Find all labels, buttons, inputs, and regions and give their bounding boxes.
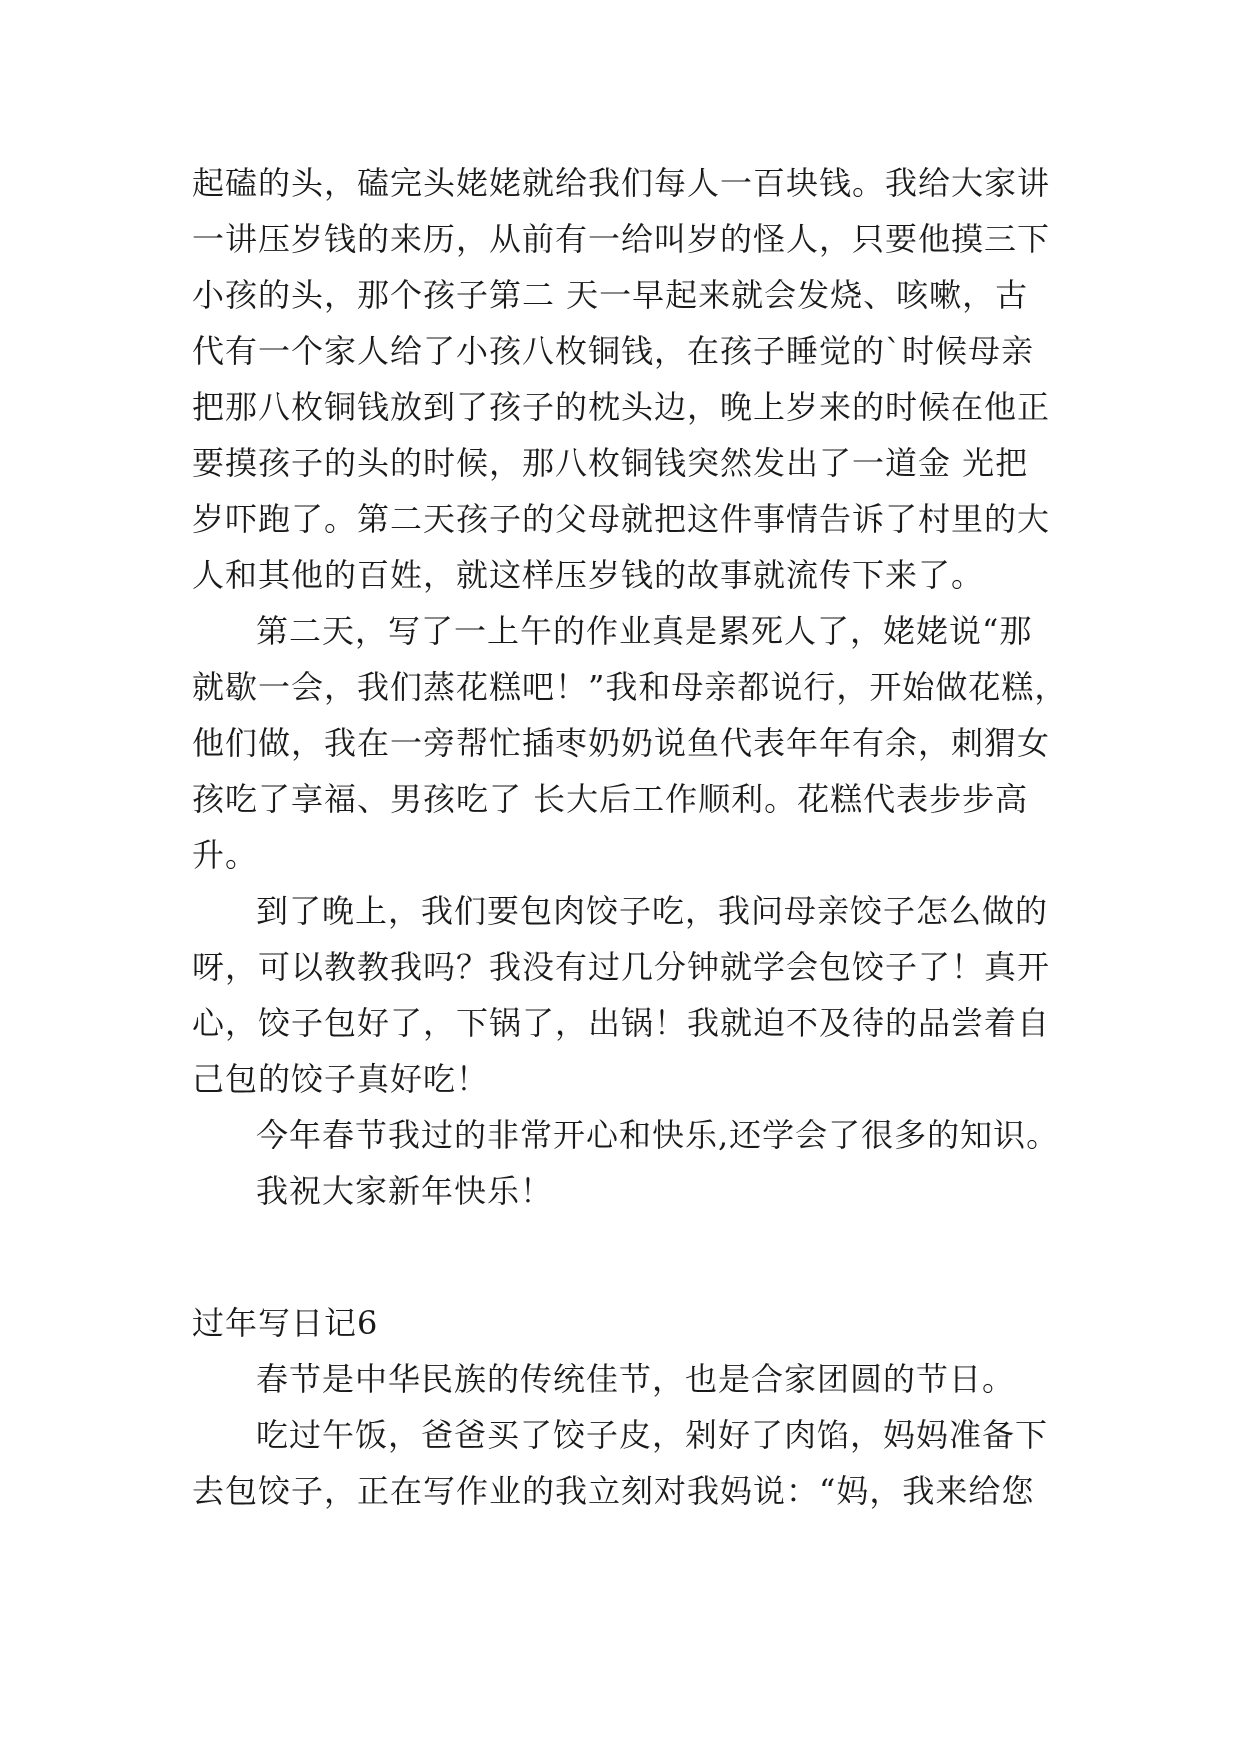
paragraph-7	[192, 1407, 1072, 1519]
text-line: 心，饺子包好了，下锅了，出锅！我就迫不及待的品尝着自	[192, 1004, 1051, 1042]
paragraph-4	[192, 1107, 1072, 1163]
text-line: 代有一个家人给了小孩八枚铜钱，在孩子睡觉的`时候母亲	[192, 332, 1035, 370]
paragraph-1	[192, 155, 1072, 603]
text-line: 今年春节我过的非常开心和快乐,还学会了很多的知识。	[256, 1116, 1060, 1154]
text-line: 就歇一会，我们蒸花糕吧！”我和母亲都说行，开始做花糕，	[192, 668, 1068, 706]
section-gap	[192, 1219, 1072, 1295]
section-heading: 过年写日记6	[192, 1304, 379, 1342]
text-line: 升。	[192, 836, 259, 874]
paragraph-2	[192, 603, 1072, 883]
text-line: 他们做，我在一旁帮忙插枣奶奶说鱼代表年年有余，刺猬女	[192, 724, 1051, 762]
paragraph-5	[192, 1163, 1072, 1219]
text-line: 到了晚上，我们要包肉饺子吃，我问母亲饺子怎么做的	[256, 892, 1049, 930]
text-line: 呀，可以教教我吗？我没有过几分钟就学会包饺子了！真开	[192, 948, 1051, 986]
text-line: 起磕的头，磕完头姥姥就给我们每人一百块钱。我给大家讲	[192, 164, 1051, 202]
text-line: 孩吃了享福、男孩吃了 长大后工作顺利。花糕代表步步高	[192, 780, 1029, 818]
paragraph-6	[192, 1351, 1072, 1407]
text-line: 吃过午饭，爸爸买了饺子皮，剁好了肉馅，妈妈准备下	[256, 1416, 1049, 1454]
text-line: 己包的饺子真好吃！	[192, 1060, 490, 1098]
text-line: 我祝大家新年快乐！	[256, 1172, 554, 1210]
text-line: 去包饺子，正在写作业的我立刻对我妈说：“妈，我来给您	[192, 1472, 1035, 1510]
text-line: 人和其他的百姓，就这样压岁钱的故事就流传下来了。	[192, 556, 985, 594]
text-line: 小孩的头，那个孩子第二 天一早起来就会发烧、咳嗽，古	[192, 276, 1029, 314]
text-line: 要摸孩子的头的时候，那八枚铜钱突然发出了一道金 光把	[192, 444, 1029, 482]
text-line: 把那八枚铜钱放到了孩子的枕头边，晚上岁来的时候在他正	[192, 388, 1051, 426]
text-line: 岁吓跑了。第二天孩子的父母就把这件事情告诉了村里的大	[192, 500, 1051, 538]
paragraph-3	[192, 883, 1072, 1107]
document-body	[192, 155, 1072, 1519]
text-line: 第二天，写了一上午的作业真是累死人了，姥姥说“那	[256, 612, 1033, 650]
text-line: 一讲压岁钱的来历，从前有一给叫岁的怪人，只要他摸三下	[192, 220, 1051, 258]
text-line: 春节是中华民族的传统佳节，也是合家团圆的节日。	[256, 1360, 1016, 1398]
